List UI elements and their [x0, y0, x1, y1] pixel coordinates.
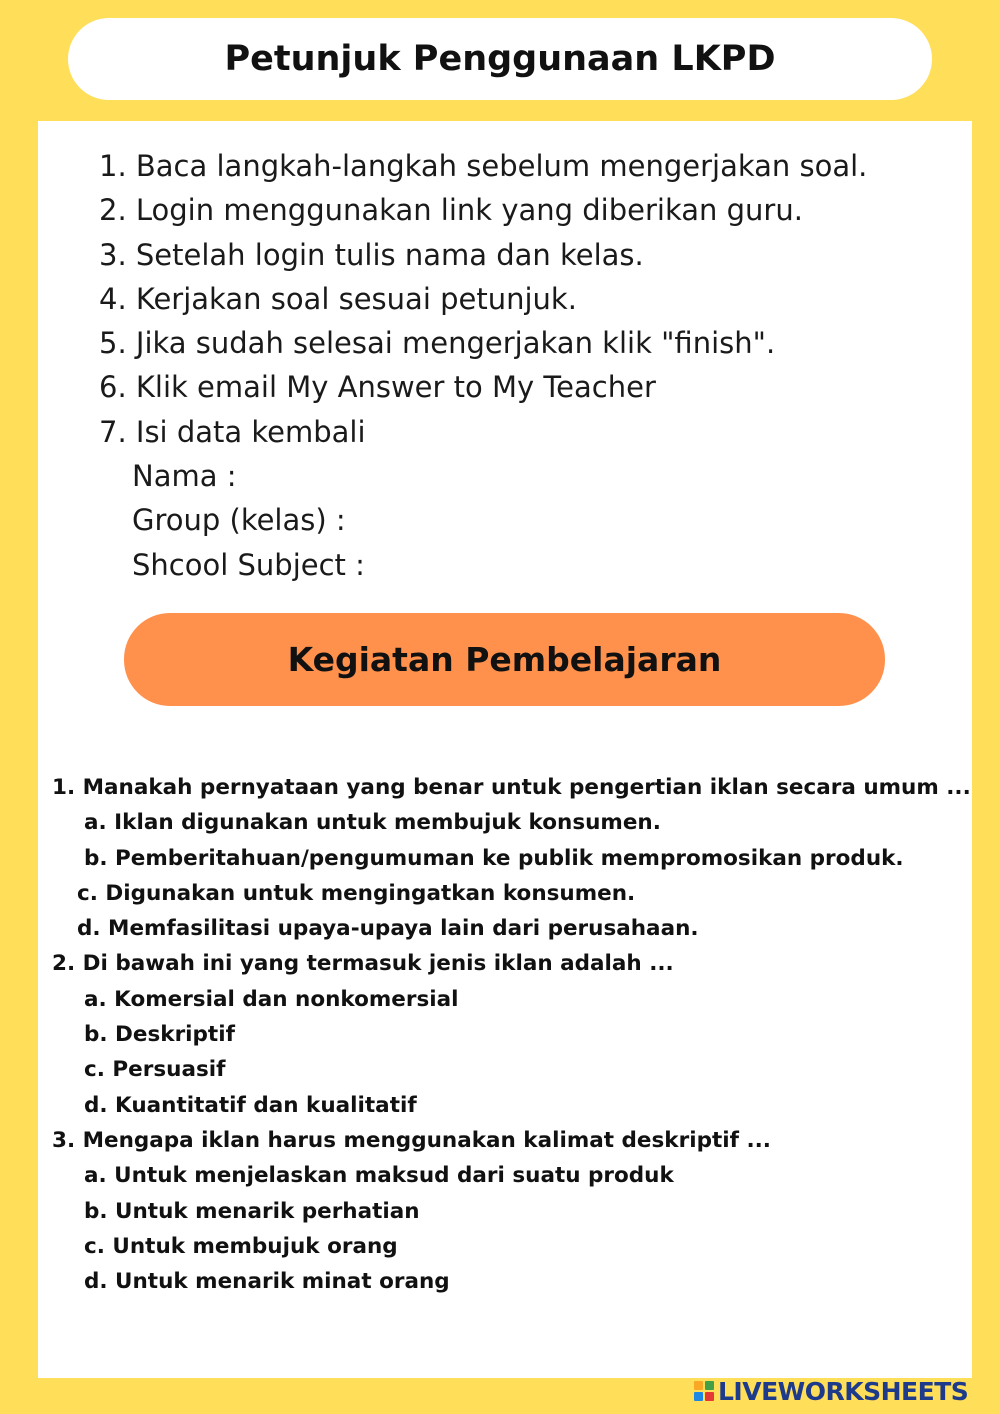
question-1-option-c: c. Digunakan untuk mengingatkan konsumen.: [77, 880, 636, 906]
question-3-option-b: b. Untuk menarik perhatian: [84, 1198, 420, 1224]
page-title: Petunjuk Penggunaan LKPD: [224, 39, 776, 79]
form-field-subject: Shcool Subject :: [132, 547, 365, 582]
instruction-item: 7. Isi data kembali: [99, 414, 366, 449]
section-banner: [124, 613, 885, 706]
liveworksheets-brand: [694, 1376, 968, 1406]
question-3-option-d: d. Untuk menarik minat orang: [84, 1269, 450, 1295]
logo-square: [705, 1392, 714, 1401]
question-3: 3. Mengapa iklan harus menggunakan kalimat deskriptif ...: [52, 1127, 771, 1153]
instruction-item: 4. Kerjakan soal sesuai petunjuk.: [99, 281, 577, 316]
question-3-option-c: c. Untuk membujuk orang: [84, 1233, 398, 1259]
liveworksheets-logo-icon: [694, 1381, 714, 1401]
question-list: [52, 770, 970, 1299]
logo-square: [694, 1381, 703, 1390]
question-1-option-b: b. Pemberitahuan/pengumuman ke publik mempromosikan produk.: [84, 845, 904, 871]
instruction-item: 3. Setelah login tulis nama dan kelas.: [99, 237, 644, 272]
instruction-item: 1. Baca langkah-langkah sebelum mengerjakan soal.: [99, 149, 868, 183]
logo-square: [705, 1381, 714, 1390]
instruction-item: 5. Jika sudah selesai mengerjakan klik "finish".: [99, 326, 776, 361]
logo-square: [694, 1392, 703, 1401]
section-title: Kegiatan Pembelajaran: [287, 640, 722, 679]
title-banner: [68, 18, 932, 100]
instruction-item: 2. Login menggunakan link yang diberikan guru.: [99, 193, 803, 228]
question-3-option-a: a. Untuk menjelaskan maksud dari suatu produk: [84, 1163, 674, 1189]
brand-name: LIVEWORKSHEETS: [718, 1376, 969, 1406]
question-1-option-a: a. Iklan digunakan untuk membujuk konsumen.: [84, 810, 661, 836]
question-2-option-d: d. Kuantitatif dan kualitatif: [84, 1092, 417, 1118]
instructions-list: [99, 144, 959, 587]
question-2: 2. Di bawah ini yang termasuk jenis iklan adalah ...: [52, 951, 674, 977]
instruction-item: 6. Klik email My Answer to My Teacher: [99, 370, 656, 405]
form-field-group: Group (kelas) :: [132, 503, 346, 538]
form-field-name: Nama :: [132, 459, 237, 494]
question-2-option-b: b. Deskriptif: [84, 1022, 235, 1048]
question-1-option-d: d. Memfasilitasi upaya-upaya lain dari perusahaan.: [77, 916, 699, 942]
question-2-option-c: c. Persuasif: [84, 1057, 226, 1083]
question-2-option-a: a. Komersial dan nonkomersial: [84, 986, 459, 1012]
question-1: 1. Manakah pernyataan yang benar untuk pengertian iklan secara umum ...: [52, 775, 971, 800]
